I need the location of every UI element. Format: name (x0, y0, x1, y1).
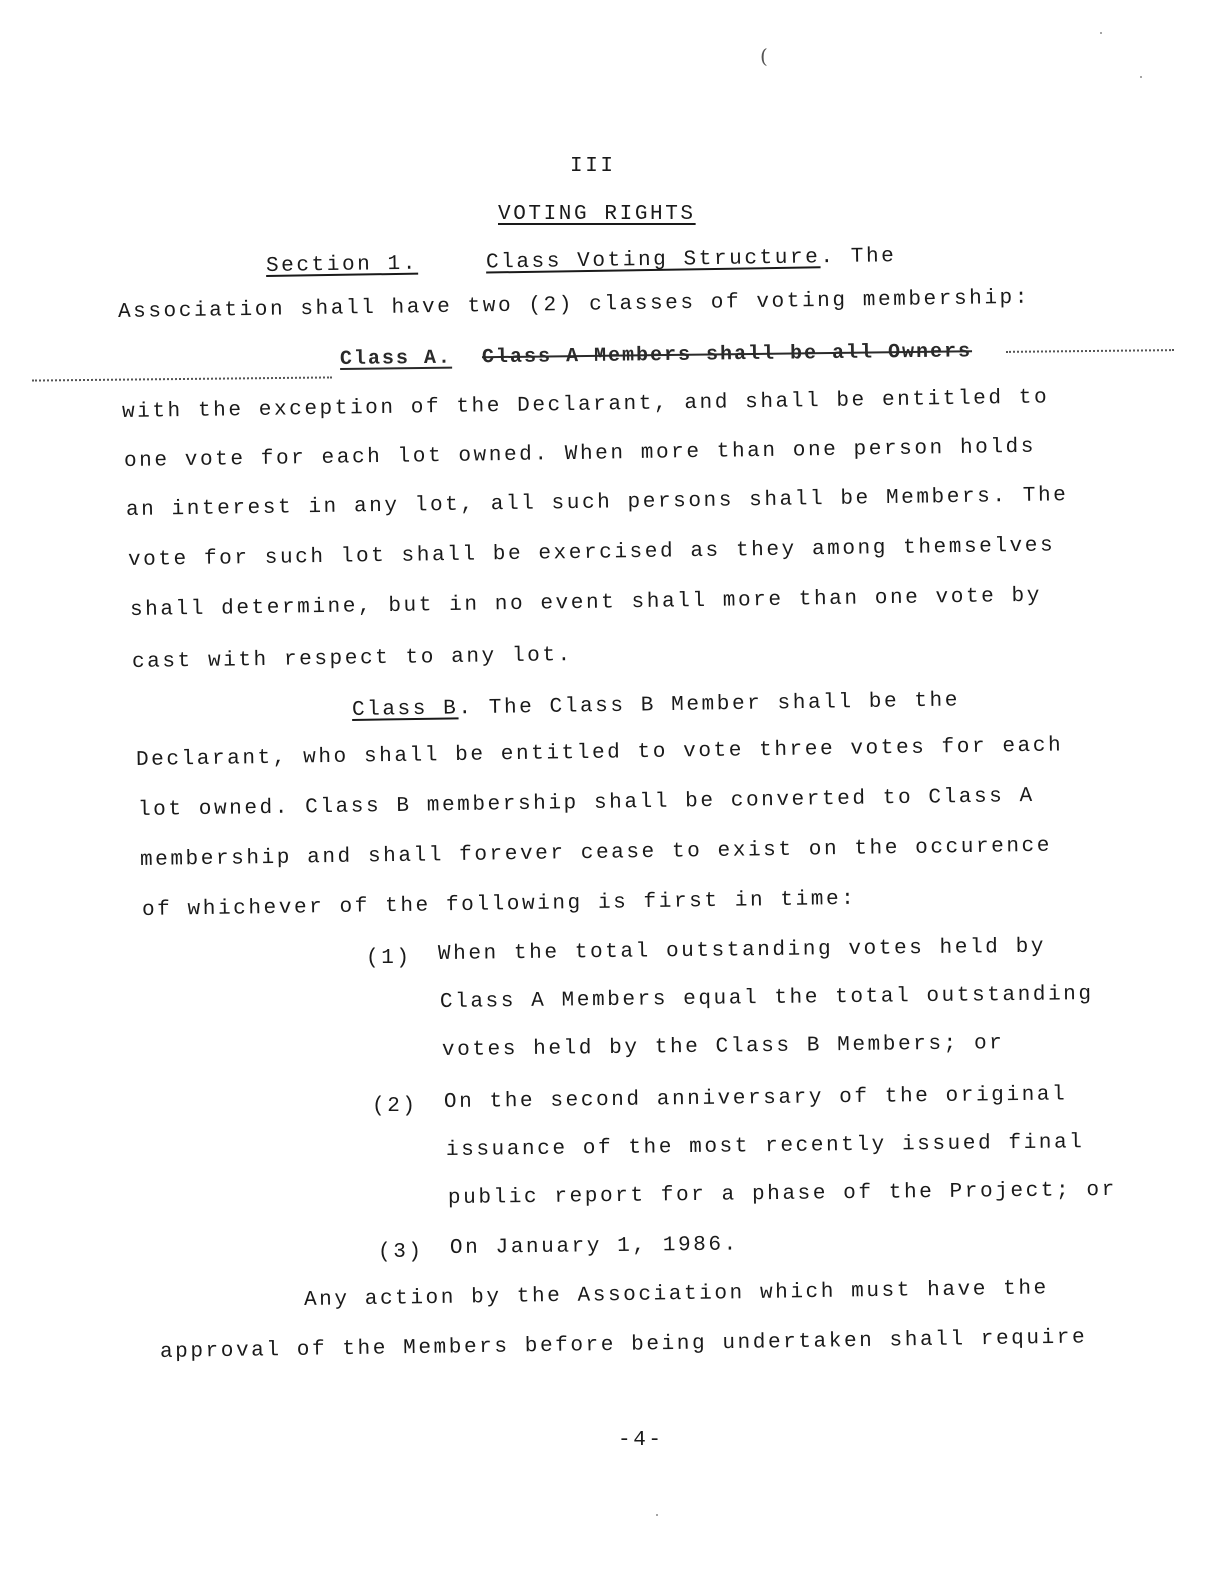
class-a-line: one vote for each lot owned. When more than one person holds (123, 435, 1037, 473)
condition-line: When the total outstanding votes held by (437, 935, 1047, 966)
condition-number: (3) (378, 1241, 424, 1264)
intro-line: Association shall have two (2) classes of voting membership: (117, 286, 1031, 324)
class-a-heading: Class A. (339, 346, 453, 371)
condition-line: Class A Members equal the total outstanding (439, 983, 1094, 1014)
class-a-first-line: Class A Members shall be all Owners (481, 340, 973, 370)
class-b-heading-line (352, 690, 960, 721)
stray-mark: ( (760, 44, 768, 68)
section-label: Section 1. (265, 252, 419, 278)
class-b-line: lot owned. Class B membership shall be converted to Class A (137, 784, 1035, 822)
class-a-line: with the exception of the Declarant, and shall be entitled to (121, 386, 1050, 424)
condition-line: votes held by the Class B Members; or (441, 1032, 1005, 1062)
section-title: Class Voting Structure (485, 246, 821, 275)
dotted-rule (1006, 349, 1174, 353)
section-title-end: . The (820, 245, 897, 270)
speck (1100, 32, 1102, 34)
speck (1140, 76, 1142, 78)
condition-number: (2) (372, 1095, 418, 1118)
closing-line: approval of the Members before being undertaken shall require (159, 1326, 1088, 1364)
condition-line: issuance of the most recently issued final (445, 1131, 1085, 1162)
condition-line: On January 1, 1986. (449, 1233, 739, 1260)
class-b-line: of whichever of the following is first in time: (141, 887, 857, 922)
article-title: VOTING RIGHTS (498, 203, 696, 226)
article-number: III (570, 155, 616, 178)
class-a-line: an interest in any lot, all such persons shall be Members. The (125, 484, 1069, 522)
condition-line: public report for a phase of the Project; or (447, 1178, 1117, 1210)
class-b-heading: Class B (351, 697, 459, 722)
page-number: -4- (618, 1429, 664, 1452)
section-heading (266, 246, 897, 277)
condition-number: (1) (366, 947, 412, 970)
class-a-line: shall determine, but in no event shall more than one vote by (129, 584, 1043, 622)
condition-line: On the second anniversary of the original (443, 1083, 1068, 1114)
class-a-line: cast with respect to any lot. (131, 644, 573, 674)
class-a-heading-line (340, 340, 972, 371)
class-a-line: vote for such lot shall be exercised as they among themselves (127, 534, 1056, 572)
closing-line: Any action by the Association which must have the (303, 1277, 1049, 1312)
speck (656, 1514, 658, 1516)
class-b-line: membership and shall forever cease to exist on the occurence (139, 834, 1053, 872)
class-b-line: Declarant, who shall be entitled to vote three votes for each (135, 734, 1064, 772)
class-b-first-line: . The Class B Member shall be the (458, 689, 961, 721)
dotted-rule (32, 376, 332, 381)
